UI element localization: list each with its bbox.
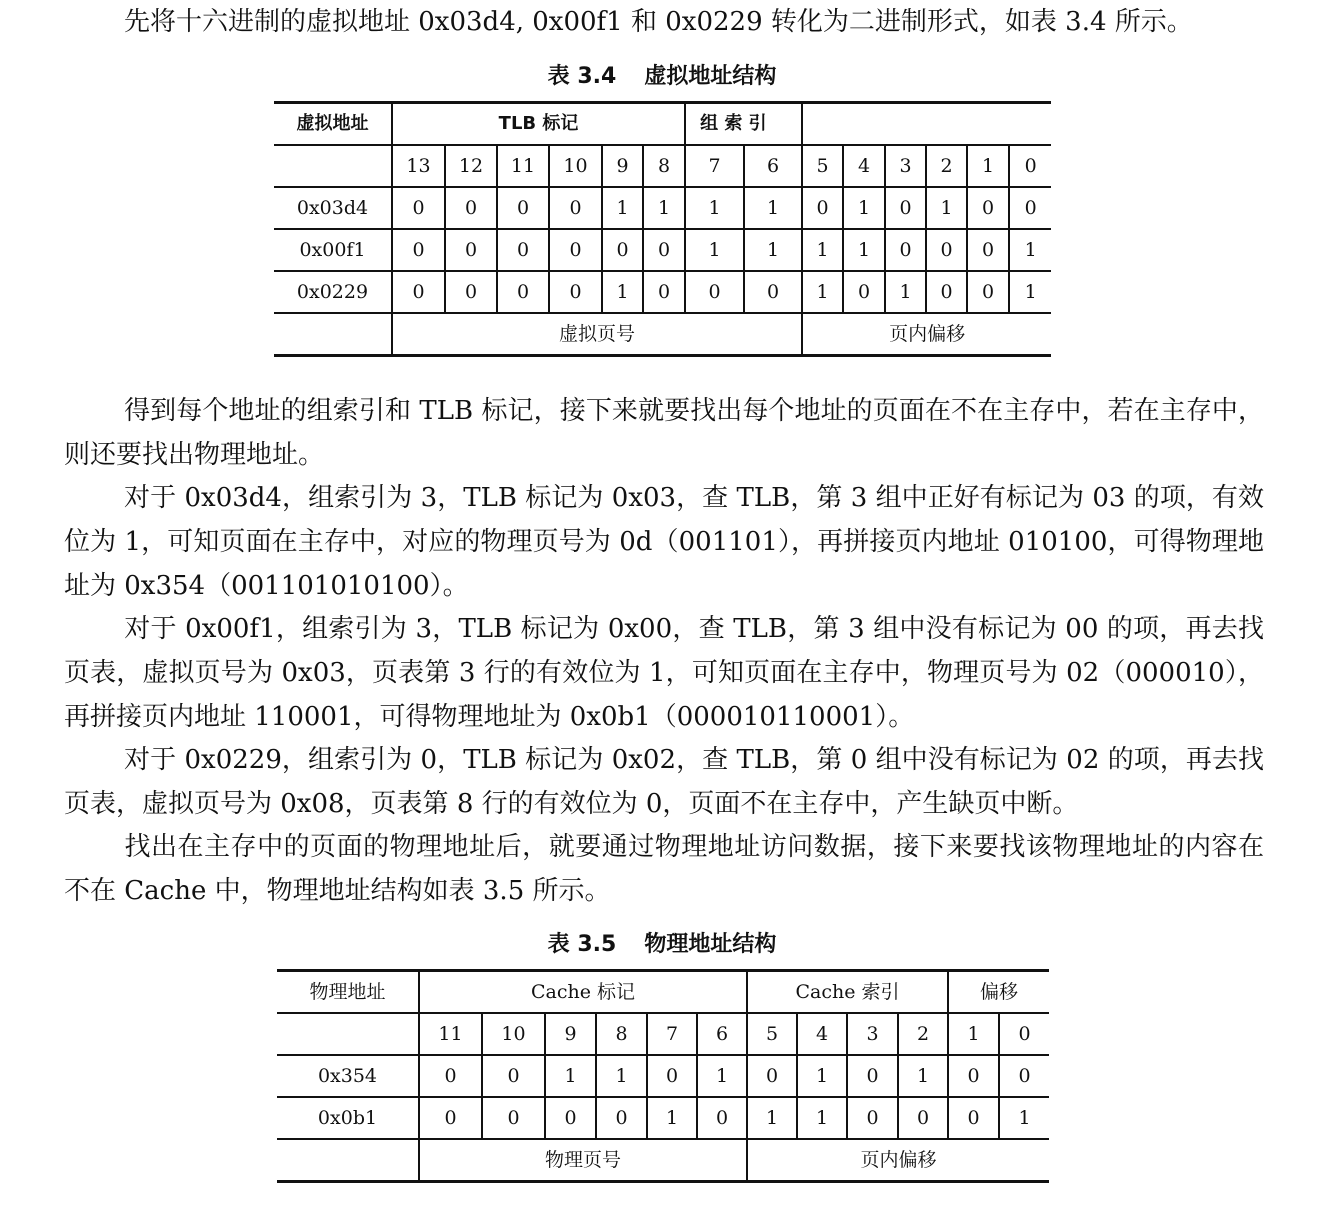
bit-label-empty xyxy=(274,145,392,187)
bit-cell: 0 xyxy=(843,271,885,313)
bit-cell: 1 xyxy=(697,1055,747,1097)
bit-cell: 1 xyxy=(797,1097,847,1139)
bit-cell: 0 xyxy=(392,187,445,229)
bit-cell: 0 xyxy=(647,1055,697,1097)
table-3-4-caption xyxy=(0,62,1324,92)
bit-cell: 0 xyxy=(967,229,1009,271)
bit-index: 0 xyxy=(999,1013,1049,1055)
bit-index: 6 xyxy=(744,145,802,187)
header-cache-tag: Cache 标记 xyxy=(419,971,747,1014)
table-header-row xyxy=(274,103,1051,146)
bit-cell: 0 xyxy=(999,1055,1049,1097)
bit-cell: 0 xyxy=(948,1055,999,1097)
bit-cell: 0 xyxy=(847,1055,898,1097)
paragraph-5 xyxy=(64,825,1264,913)
bit-index: 11 xyxy=(497,145,549,187)
bit-cell: 1 xyxy=(602,271,643,313)
table-footer-row xyxy=(274,313,1051,356)
bit-index: 4 xyxy=(797,1013,847,1055)
bit-cell: 0 xyxy=(497,271,549,313)
bit-cell: 1 xyxy=(545,1055,596,1097)
bit-cell: 0 xyxy=(1009,187,1051,229)
header-cache-index: Cache 索引 xyxy=(747,971,948,1014)
bit-index: 11 xyxy=(419,1013,482,1055)
bit-index: 5 xyxy=(802,145,843,187)
paragraph-2-text: 对于 0x03d4，组索引为 3，TLB 标记为 0x03，查 TLB，第 3 组中正好有标记为 03 的项，有效位为 1，可知页面在主存中，对应的物理页号为 0d（001101），再拼接页内地址 010100，可得物理地址为 0x354（001101010100）。 xyxy=(64,483,1264,601)
bit-cell: 0 xyxy=(497,229,549,271)
table-footer-row xyxy=(277,1139,1049,1182)
header-empty xyxy=(802,103,1051,146)
bit-cell: 0 xyxy=(685,271,744,313)
footer-virtual-page-number: 虚拟页号 xyxy=(392,313,802,356)
table-3-4-title: 虚拟地址结构 xyxy=(644,64,777,89)
bit-cell: 0 xyxy=(419,1055,482,1097)
bit-cell: 1 xyxy=(802,229,843,271)
bit-cell: 1 xyxy=(647,1097,697,1139)
bit-index: 8 xyxy=(596,1013,647,1055)
bit-index: 7 xyxy=(685,145,744,187)
address-cell: 0x0229 xyxy=(274,271,392,313)
bit-index: 10 xyxy=(482,1013,545,1055)
bit-cell: 0 xyxy=(926,271,967,313)
bit-cell: 0 xyxy=(643,229,685,271)
bit-cell: 1 xyxy=(1009,229,1051,271)
bit-index: 3 xyxy=(885,145,926,187)
bit-cell: 1 xyxy=(797,1055,847,1097)
header-virtual-address: 虚拟地址 xyxy=(274,103,392,146)
header-offset: 偏移 xyxy=(948,971,1049,1014)
intro-paragraph xyxy=(64,0,1264,44)
footer-empty xyxy=(277,1139,419,1182)
bit-index-row xyxy=(277,1013,1049,1055)
bit-index: 9 xyxy=(545,1013,596,1055)
table-3-5-number: 表 3.5 xyxy=(547,932,617,957)
bit-cell: 1 xyxy=(843,229,885,271)
paragraph-1-text: 得到每个地址的组索引和 TLB 标记，接下来就要找出每个地址的页面在不在主存中，若在主存中，则还要找出物理地址。 xyxy=(64,396,1264,470)
bit-cell: 0 xyxy=(847,1097,898,1139)
bit-index-row xyxy=(274,145,1051,187)
bit-cell: 0 xyxy=(549,187,602,229)
bit-cell: 1 xyxy=(643,187,685,229)
footer-page-offset: 页内偏移 xyxy=(802,313,1051,356)
bit-cell: 0 xyxy=(898,1097,948,1139)
footer-page-offset: 页内偏移 xyxy=(747,1139,1049,1182)
table-3-5-caption xyxy=(0,930,1324,960)
bit-cell: 0 xyxy=(802,187,843,229)
bit-cell: 0 xyxy=(948,1097,999,1139)
bit-cell: 0 xyxy=(545,1097,596,1139)
table-3-4-number: 表 3.4 xyxy=(547,64,617,89)
header-set-index: 组 索 引 xyxy=(685,103,802,146)
bit-cell: 0 xyxy=(549,229,602,271)
paragraph-2 xyxy=(64,476,1264,608)
bit-index: 1 xyxy=(967,145,1009,187)
bit-index: 7 xyxy=(647,1013,697,1055)
bit-index: 4 xyxy=(843,145,885,187)
bit-index: 5 xyxy=(747,1013,797,1055)
bit-cell: 0 xyxy=(497,187,549,229)
address-cell: 0x354 xyxy=(277,1055,419,1097)
bit-index: 3 xyxy=(847,1013,898,1055)
bit-cell: 0 xyxy=(885,229,926,271)
footer-physical-page-number: 物理页号 xyxy=(419,1139,747,1182)
bit-index: 6 xyxy=(697,1013,747,1055)
bit-cell: 1 xyxy=(602,187,643,229)
bit-index: 12 xyxy=(445,145,497,187)
bit-cell: 1 xyxy=(744,229,802,271)
bit-cell: 0 xyxy=(643,271,685,313)
table-row xyxy=(274,229,1051,271)
bit-index: 0 xyxy=(1009,145,1051,187)
bit-index: 2 xyxy=(898,1013,948,1055)
bit-cell: 1 xyxy=(596,1055,647,1097)
bit-cell: 1 xyxy=(685,187,744,229)
header-tlb-tag: TLB 标记 xyxy=(392,103,685,146)
address-cell: 0x0b1 xyxy=(277,1097,419,1139)
bit-cell: 0 xyxy=(445,229,497,271)
bit-cell: 1 xyxy=(926,187,967,229)
bit-cell: 0 xyxy=(549,271,602,313)
address-cell: 0x00f1 xyxy=(274,229,392,271)
footer-empty xyxy=(274,313,392,356)
bit-cell: 0 xyxy=(602,229,643,271)
table-row xyxy=(274,271,1051,313)
bit-cell: 1 xyxy=(1009,271,1051,313)
bit-cell: 1 xyxy=(898,1055,948,1097)
bit-cell: 1 xyxy=(747,1097,797,1139)
bit-cell: 0 xyxy=(445,187,497,229)
bit-cell: 0 xyxy=(419,1097,482,1139)
physical-address-table xyxy=(277,969,1049,1183)
table-row xyxy=(277,1055,1049,1097)
bit-index: 10 xyxy=(549,145,602,187)
bit-cell: 0 xyxy=(967,271,1009,313)
bit-cell: 0 xyxy=(482,1055,545,1097)
bit-cell: 1 xyxy=(802,271,843,313)
bit-cell: 0 xyxy=(885,187,926,229)
bit-cell: 0 xyxy=(747,1055,797,1097)
paragraph-3-text: 对于 0x00f1，组索引为 3，TLB 标记为 0x00，查 TLB，第 3 组中没有标记为 00 的项，再去找页表，虚拟页号为 0x03，页表第 3 行的有效位为 1，可知页面在主存中，物理页号为 02（000010），再拼接页内地址 110001，可得物理地址为 0x0b1（000010110001）。 xyxy=(64,614,1264,732)
table-row xyxy=(277,1097,1049,1139)
bit-cell: 0 xyxy=(967,187,1009,229)
bit-cell: 0 xyxy=(596,1097,647,1139)
paragraph-1 xyxy=(64,389,1264,477)
paragraph-5-text: 找出在主存中的页面的物理地址后，就要通过物理地址访问数据，接下来要找该物理地址的内容在不在 Cache 中，物理地址结构如表 3.5 所示。 xyxy=(64,832,1264,906)
table-header-row xyxy=(277,971,1049,1014)
bit-cell: 0 xyxy=(482,1097,545,1139)
bit-cell: 1 xyxy=(999,1097,1049,1139)
bit-cell: 0 xyxy=(697,1097,747,1139)
paragraph-4 xyxy=(64,738,1264,826)
bit-cell: 1 xyxy=(843,187,885,229)
bit-index: 13 xyxy=(392,145,445,187)
bit-cell: 0 xyxy=(392,271,445,313)
table-3-5-title: 物理地址结构 xyxy=(644,932,777,957)
bit-label-empty xyxy=(277,1013,419,1055)
bit-index: 9 xyxy=(602,145,643,187)
bit-cell: 0 xyxy=(926,229,967,271)
bit-cell: 0 xyxy=(445,271,497,313)
bit-cell: 1 xyxy=(885,271,926,313)
bit-index: 8 xyxy=(643,145,685,187)
paragraph-3 xyxy=(64,607,1264,739)
intro-text: 先将十六进制的虚拟地址 0x03d4, 0x00f1 和 0x0229 转化为二进制形式，如表 3.4 所示。 xyxy=(124,7,1193,37)
bit-cell: 0 xyxy=(392,229,445,271)
bit-cell: 1 xyxy=(685,229,744,271)
header-physical-address: 物理地址 xyxy=(277,971,419,1014)
address-cell: 0x03d4 xyxy=(274,187,392,229)
bit-index: 1 xyxy=(948,1013,999,1055)
bit-index: 2 xyxy=(926,145,967,187)
bit-cell: 1 xyxy=(744,187,802,229)
paragraph-4-text: 对于 0x0229，组索引为 0，TLB 标记为 0x02，查 TLB，第 0 组中没有标记为 02 的项，再去找页表，虚拟页号为 0x08，页表第 8 行的有效位为 0，页面不在主存中，产生缺页中断。 xyxy=(64,745,1264,819)
table-row xyxy=(274,187,1051,229)
virtual-address-table xyxy=(274,101,1051,357)
bit-cell: 0 xyxy=(744,271,802,313)
